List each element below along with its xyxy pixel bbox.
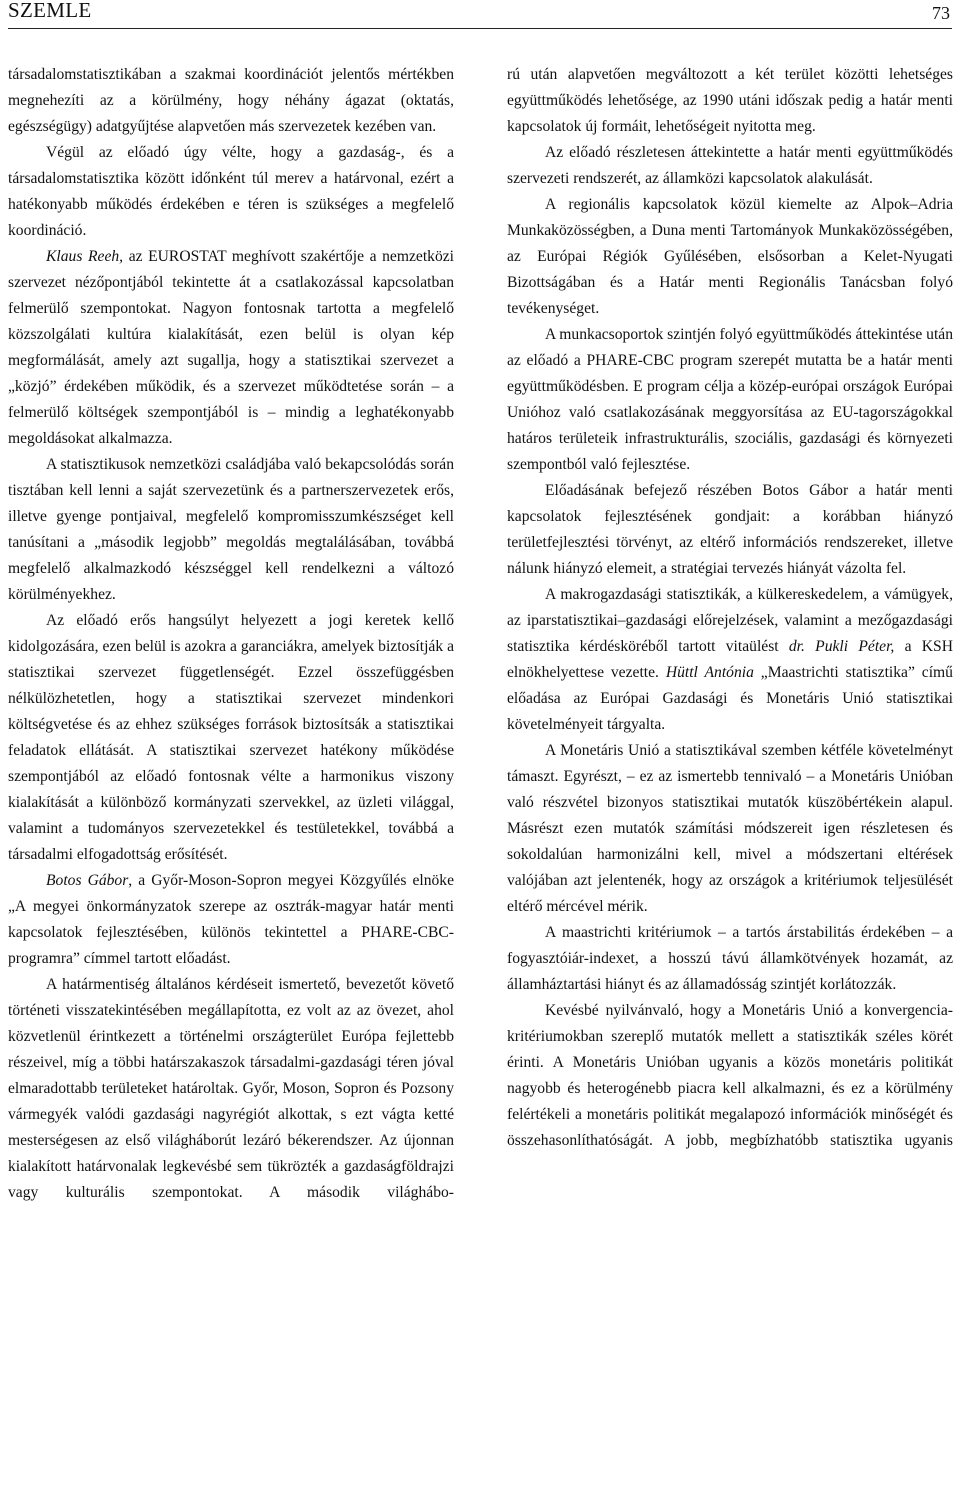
paragraph: [507, 140, 953, 192]
paragraph-text: Kevésbé nyilvánvaló, hogy a Monetáris Unió a konvergencia-kritériumokban szereplő mutatók mellett a statisztikák széles körét érinti. A Monetáris Unióban ugyanis a közös monetáris politikát nagyobb és heterogénebb piacra kell alkalmazni, és ez a körülmény felértékeli a monetáris politikát megalapozó információk minőségét és összehasonlíthatóságát. A jobb, megbízhatóbb statisztika ugyanis: [507, 1002, 953, 1149]
page-number: 73: [932, 3, 950, 23]
paragraph-text: az EUROSTAT meghívott szakértője a nemzetközi szervezet nézőpontjából tekintette át a csatlakozással kapcsolatban felmerülő szempontokat. Nagyon fontosnak tartotta a megfelelő közszolgálati kultúra kialakítását, ezen belül is olyan kép megformálását, amely azt sugallja, hogy a statisztikai szervezet a „közjó” érdekében működik, és a szervezet működtetése során – a felmerülő költségek szempontjából is – mindig a leghatékonyabb megoldásokat alkalmazza.: [8, 248, 455, 447]
paragraph: [8, 244, 454, 452]
page-header: [8, 0, 952, 29]
paragraph: [8, 62, 454, 140]
paragraph-text: , a Győr-Moson-Sopron megyei Közgyűlés elnöke „A megyei önkormányzatok szerepe az osztrák-magyar határ menti kapcsolatok fejlesztésében, különös tekintettel a PHARE-CBC-programra” címmel tartott előadást.: [8, 872, 455, 967]
paragraph-text: A statisztikusok nemzetközi családjába való bekapcsolódás során tisztában kell lenni a saját szervezetünk és a partnerszervezetek erős, illetve gyenge pontjaival, megfelelő kompromisszumkészséget kell tanúsítani a „második legjobb” megoldás megtalálásában, továbbá megfelelő alkalmazkodó készséggel kell rendelkezni a változó körülményekhez.: [8, 456, 454, 603]
section-title: SZEMLE: [8, 0, 92, 22]
paragraph-text: A makrogazdasági statisztikák, a külkereskedelem, a vámügyek, az iparstatisztikai–gazdasági előrejelzések, valamint a mezőgazdasági statisztika kérdésköréből tartott vitaülést: [507, 586, 953, 655]
italic-name: dr. Pukli Péter,: [788, 638, 895, 655]
paragraph-text: Végül az előadó úgy vélte, hogy a gazdaság-, és a társadalomstatisztika között időnként túl merev a határvonal, ezért a hatékonyabb működés érdekében e téren is szükséges a megfelelő koordináció.: [8, 144, 454, 239]
paragraph-text: „Maastrichti statisztika” című előadása az Európai Gazdasági és Monetáris Unió statisztikai követelményeit tárgyalta.: [507, 664, 953, 733]
paragraph-text: a KSH elnökhelyettese vezette.: [507, 638, 953, 681]
paragraph-text: A regionális kapcsolatok közül kiemelte az Alpok–Adria Munkaközösségben, a Duna menti Tartományok Munkaközösségében, az Európai Régiók Gyűlésében, elsősorban a Kelet-Nyugati Bizottságában és a Határ menti Regionális Tanácsban folyó tevékenységet.: [507, 196, 953, 317]
paragraph: [507, 582, 953, 738]
paragraph: [8, 972, 454, 1206]
paragraph: [8, 452, 454, 608]
italic-name: Hüttl Antónia: [665, 664, 754, 681]
left-column: [8, 62, 454, 1206]
paragraph: [507, 478, 953, 582]
paragraph: [507, 998, 953, 1154]
paragraph-text: A munkacsoportok szintjén folyó együttműködés áttekintése után az előadó a PHARE-CBC program szerepét mutatta be a határ menti együttműködésben. E program célja a közép-európai országok Európai Unióhoz való csatlakozásának meggyorsítása az EU-tagországokkal határos területeik infrastrukturális, szociális, gazdasági és környezeti szempontból való fejlesztése.: [507, 326, 953, 473]
paragraph-text: A Monetáris Unió a statisztikával szemben kétféle követelményt támaszt. Egyrészt, – ez az ismertebb tennivaló – a Monetáris Unióban való részvétel bizonyos statisztikai mutatók küszöbértékein alapul. Másrészt ezen mutatók számítási módszereit igen részletesen és sokoldalúan harmonizálni kell, mivel a módszertani eltérések valójában azt jelentenék, hogy az országok a kritériumok teljesülését eltérő mércével mérik.: [507, 742, 953, 915]
paragraph: [507, 322, 953, 478]
paragraph: [8, 868, 454, 972]
paragraph: [8, 140, 454, 244]
italic-name: Klaus Reeh,: [46, 248, 124, 265]
paragraph-text: Előadásának befejező részében Botos Gábor a határ menti kapcsolatok fejlesztésének gondjait: a korábban hiányzó területfejlesztési törvényt, az eltérő információs rendszereket, illetve nálunk hiányzó elemeit, a stratégiai tervezés hiányát vázolta fel.: [507, 482, 953, 577]
paragraph-text: társadalomstatisztikában a szakmai koordinációt jelentős mértékben megnehezíti az a körülmény, hogy néhány ágazat (oktatás, egészségügy) adatgyűjtése alapvetően más szervezetek kezében van.: [8, 66, 454, 135]
paragraph-text: A maastrichti kritériumok – a tartós árstabilitás érdekében – a fogyasztóiár-indexet, a hosszú távú államkötvények hozamát, az államháztartási hiányt és az államadósság szintjét korlátozzák.: [507, 924, 953, 993]
right-column: [507, 62, 953, 1154]
paragraph-text: Az előadó részletesen áttekintette a határ menti együttműködés szervezeti rendszerét, az államközi kapcsolatok alakulását.: [507, 144, 953, 187]
paragraph-text: rú után alapvetően megváltozott a két terület közötti lehetséges együttműködés lehetősége, az 1990 utáni időszak pedig a határ menti kapcsolatok új formáit, lehetőségeit nyitotta meg.: [507, 66, 953, 135]
paragraph: [507, 192, 953, 322]
paragraph: [507, 62, 953, 140]
paragraph: [8, 608, 454, 868]
paragraph-text: Az előadó erős hangsúlyt helyezett a jogi keretek kellő kidolgozására, ezen belül is azokra a garanciákra, amelyek biztosítják a statisztikai szervezet függetlenségét. Ezzel összefüggésben nélkülözhetetlen, hogy a statisztikai szervezet mindenkori költségvetése és az ehhez szükséges források biztosítsák a statisztikai feladatok ellátását. A statisztikai szervezet hatékony működése szempontjából az előadó fontosnak vélte a harmonikus viszony kialakítását a különböző kormányzati szervekkel, az üzleti világgal, valamint a tudományos szervezetekkel és testületekkel, továbbá a társadalmi elfogadottság erősítését.: [8, 612, 454, 863]
italic-name: Botos Gábor: [46, 872, 129, 889]
paragraph-text: A határmentiség általános kérdéseit ismertető, bevezetőt követő történeti visszatekintésében megállapította, ez volt az az övezet, ahol közvetlenül érintkezett a történelmi országterület Európa fejlettebb részeivel, míg a többi határszakaszok társadalmi-gazdasági téren jóval elmaradottabb területeket határoltak. Győr, Moson, Sopron és Pozsony vármegyék valódi gazdasági nagyrégiót alkottak, s ezt vágta ketté mesterségesen az első világháborút lezáró békerendszer. Az újonnan kialakított határvonalak legkevésbé sem tükrözték a gazdaságföldrajzi vagy kulturális szempontokat. A második világhábo-: [8, 976, 454, 1201]
paragraph: [507, 738, 953, 920]
paragraph: [507, 920, 953, 998]
